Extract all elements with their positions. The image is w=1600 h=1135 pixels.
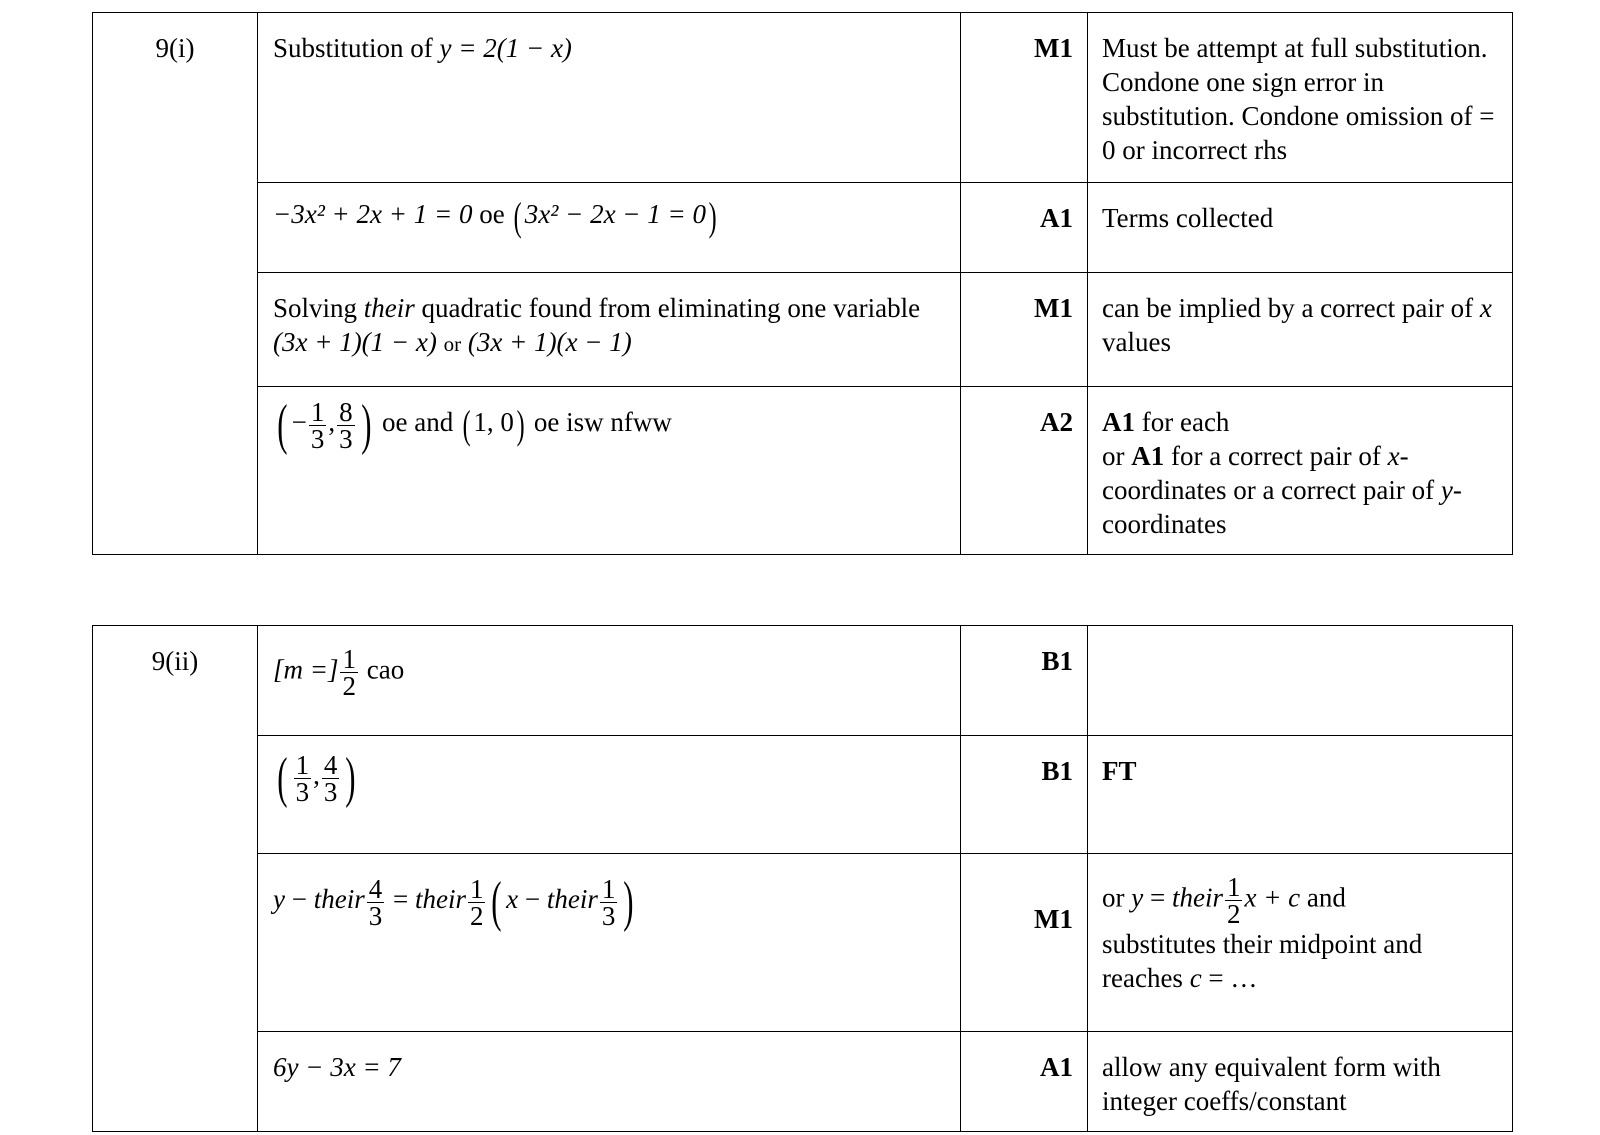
mark: A1 — [1040, 203, 1073, 233]
question-number-cell — [93, 626, 258, 1132]
mark: M1 — [1034, 904, 1073, 934]
answer-or: or — [443, 332, 462, 356]
right-paren: ) — [345, 747, 356, 809]
answer-text: oe and — [382, 407, 454, 438]
left-paren: ( — [277, 394, 288, 456]
denominator: 3 — [601, 900, 616, 931]
table-row — [93, 736, 1513, 854]
mark-cell — [961, 183, 1088, 273]
numerator: 4 — [368, 873, 383, 904]
mark-cell — [961, 626, 1088, 736]
numerator: 1 — [310, 396, 325, 427]
guidance-text: or — [1102, 882, 1132, 913]
denominator: 2 — [1226, 899, 1241, 929]
left-paren: ( — [277, 747, 288, 809]
guidance-text: values — [1102, 327, 1171, 357]
numerator: 8 — [339, 396, 353, 427]
guidance-text: for each — [1135, 407, 1230, 437]
guidance — [1088, 273, 1512, 359]
guidance-text: for a correct pair of — [1164, 441, 1388, 471]
answer-text: quadratic found from eliminating one variable — [414, 293, 921, 323]
answer-oe: oe — [479, 199, 505, 229]
table-row — [93, 273, 1513, 387]
guidance-text: -coordinates — [1102, 475, 1462, 539]
guidance-cell — [1088, 626, 1513, 736]
answer-math-alt: (3x + 1)(x − 1) — [467, 327, 632, 357]
answer: ( $\frac{1}{3}$ , $\frac{4}{3}$ ) — [277, 747, 356, 809]
their: their — [313, 884, 365, 915]
numerator: 4 — [323, 749, 338, 780]
answer-text: oe isw nfww — [533, 407, 672, 438]
fraction — [600, 873, 618, 931]
guidance: FT — [1102, 756, 1137, 786]
guidance-var: y — [1440, 475, 1453, 505]
numerator: 1 — [1226, 872, 1241, 902]
mark: B1 — [1041, 756, 1073, 786]
guidance — [1088, 854, 1512, 995]
answer-cell — [258, 13, 961, 183]
answer-cell — [258, 626, 961, 736]
guidance-var: y — [1131, 882, 1144, 913]
guidance-cell — [1088, 273, 1513, 387]
denominator: 3 — [323, 776, 338, 807]
answer-cell — [258, 736, 961, 854]
mark-cell — [961, 13, 1088, 183]
fraction — [367, 873, 385, 931]
answer — [258, 273, 960, 361]
denominator: 3 — [339, 423, 353, 454]
question-number: 9(i) — [155, 33, 195, 63]
fraction — [340, 646, 358, 699]
mark: M1 — [1034, 33, 1073, 63]
fraction — [1225, 874, 1243, 927]
right-paren: ) — [360, 394, 372, 456]
guidance-text: can be implied by a correct pair of — [1102, 293, 1480, 323]
guidance-text: -coordinates or a correct pair of — [1102, 441, 1441, 505]
guidance: Terms collected — [1102, 203, 1274, 233]
guidance-bold: A1 — [1131, 441, 1165, 471]
their: their — [414, 884, 466, 915]
table-row — [93, 183, 1513, 273]
left-paren: ( — [462, 402, 471, 447]
answer-math: −3x² + 2x + 1 = 0 — [273, 199, 473, 229]
right-paren: ) — [623, 871, 634, 933]
answer — [258, 13, 960, 65]
guidance-var: x — [1479, 293, 1492, 323]
their: their — [546, 884, 598, 915]
var-y: y — [273, 884, 285, 915]
guidance-bold: A1 — [1102, 407, 1135, 437]
fraction — [309, 396, 327, 454]
guidance-cell — [1088, 736, 1513, 854]
question-number: 9(ii) — [151, 646, 199, 676]
guidance: allow any equivalent form with integer coeffs/constant — [1102, 1052, 1441, 1116]
answer-text: Solving — [273, 293, 364, 323]
guidance — [1088, 626, 1512, 644]
op: − — [518, 884, 547, 915]
denominator: 3 — [295, 776, 310, 807]
right-paren: ) — [708, 193, 717, 239]
fraction — [468, 873, 486, 931]
denominator: 3 — [368, 900, 383, 931]
answer-their: their — [363, 293, 415, 323]
answer — [258, 183, 960, 239]
mark-cell — [961, 854, 1088, 1032]
guidance-var: c — [1189, 963, 1202, 993]
guidance-var: x — [1387, 441, 1400, 471]
guidance-cell — [1088, 387, 1513, 555]
mark-scheme-table-part-ii — [92, 625, 1513, 1132]
table-row — [93, 13, 1513, 183]
mark: M1 — [1034, 293, 1073, 323]
numerator: 1 — [469, 873, 484, 904]
fraction — [294, 749, 312, 807]
answer-cell — [258, 854, 961, 1032]
guidance-text: and — [1300, 882, 1346, 913]
table-row — [93, 854, 1513, 1032]
numerator: 1 — [295, 749, 310, 780]
numerator: 1 — [342, 644, 356, 674]
mark-cell — [961, 736, 1088, 854]
guidance-text: or — [1102, 441, 1132, 471]
table-row — [93, 1032, 1513, 1132]
left-paren: ( — [514, 193, 523, 239]
var-x: x — [506, 884, 519, 915]
left-paren: ( — [491, 871, 502, 933]
answer-math: (3x + 1)(1 − x) — [273, 327, 437, 357]
mark-cell — [961, 387, 1088, 555]
answer-cell — [258, 273, 961, 387]
answer — [258, 1032, 960, 1084]
right-paren: ) — [516, 402, 525, 447]
answer: ( − $\frac{1}{3}$ , $\frac{8}{3}$ ) oe and (1, 0) oe isw nfww — [277, 394, 672, 456]
answer-cell — [258, 183, 961, 273]
guidance-cell — [1088, 183, 1513, 273]
guidance-cell — [1088, 13, 1513, 183]
denominator: 2 — [342, 671, 356, 701]
mark: A2 — [1040, 407, 1073, 437]
guidance-var: x + c — [1244, 882, 1301, 913]
guidance-cell — [1088, 854, 1513, 1032]
op: − — [284, 884, 314, 915]
fraction — [322, 749, 340, 807]
answer-math-alt: 3x² − 2x − 1 = 0 — [524, 199, 706, 229]
answer-text: cao — [366, 654, 405, 685]
answer-math: y = 2(1 − x) — [439, 33, 572, 63]
answer — [258, 854, 960, 933]
guidance-cell — [1088, 1032, 1513, 1132]
mark-cell — [961, 1032, 1088, 1132]
op: = — [386, 884, 415, 915]
question-number-cell — [93, 13, 258, 555]
answer-text: Substitution of — [273, 33, 440, 63]
mark-cell — [961, 273, 1088, 387]
guidance-text: = — [1143, 882, 1172, 913]
guidance — [1088, 387, 1512, 541]
fraction — [337, 396, 355, 454]
answer — [258, 626, 960, 699]
denominator: 2 — [469, 900, 484, 931]
mark: B1 — [1041, 646, 1073, 676]
table-row — [93, 626, 1513, 736]
answer-math: 6y − 3x = 7 — [273, 1052, 401, 1082]
guidance: Must be attempt at full substitution. Condone one sign error in substitution. Condone omission of = 0 or incorrect rhs — [1102, 33, 1495, 165]
guidance-their: their — [1171, 882, 1223, 913]
mark: A1 — [1040, 1052, 1073, 1082]
answer-prefix: [m =] — [273, 654, 339, 685]
mark-scheme-table-part-i — [92, 12, 1513, 555]
point-2: 1, 0 — [473, 407, 514, 438]
guidance-text: = … — [1201, 963, 1258, 993]
guidance-text: substitutes their midpoint and reaches — [1102, 929, 1423, 993]
answer-cell — [258, 1032, 961, 1132]
denominator: 3 — [310, 423, 325, 454]
point-sign: − — [291, 407, 307, 438]
table-row — [93, 387, 1513, 555]
answer-cell — [258, 387, 961, 555]
numerator: 1 — [601, 873, 616, 904]
